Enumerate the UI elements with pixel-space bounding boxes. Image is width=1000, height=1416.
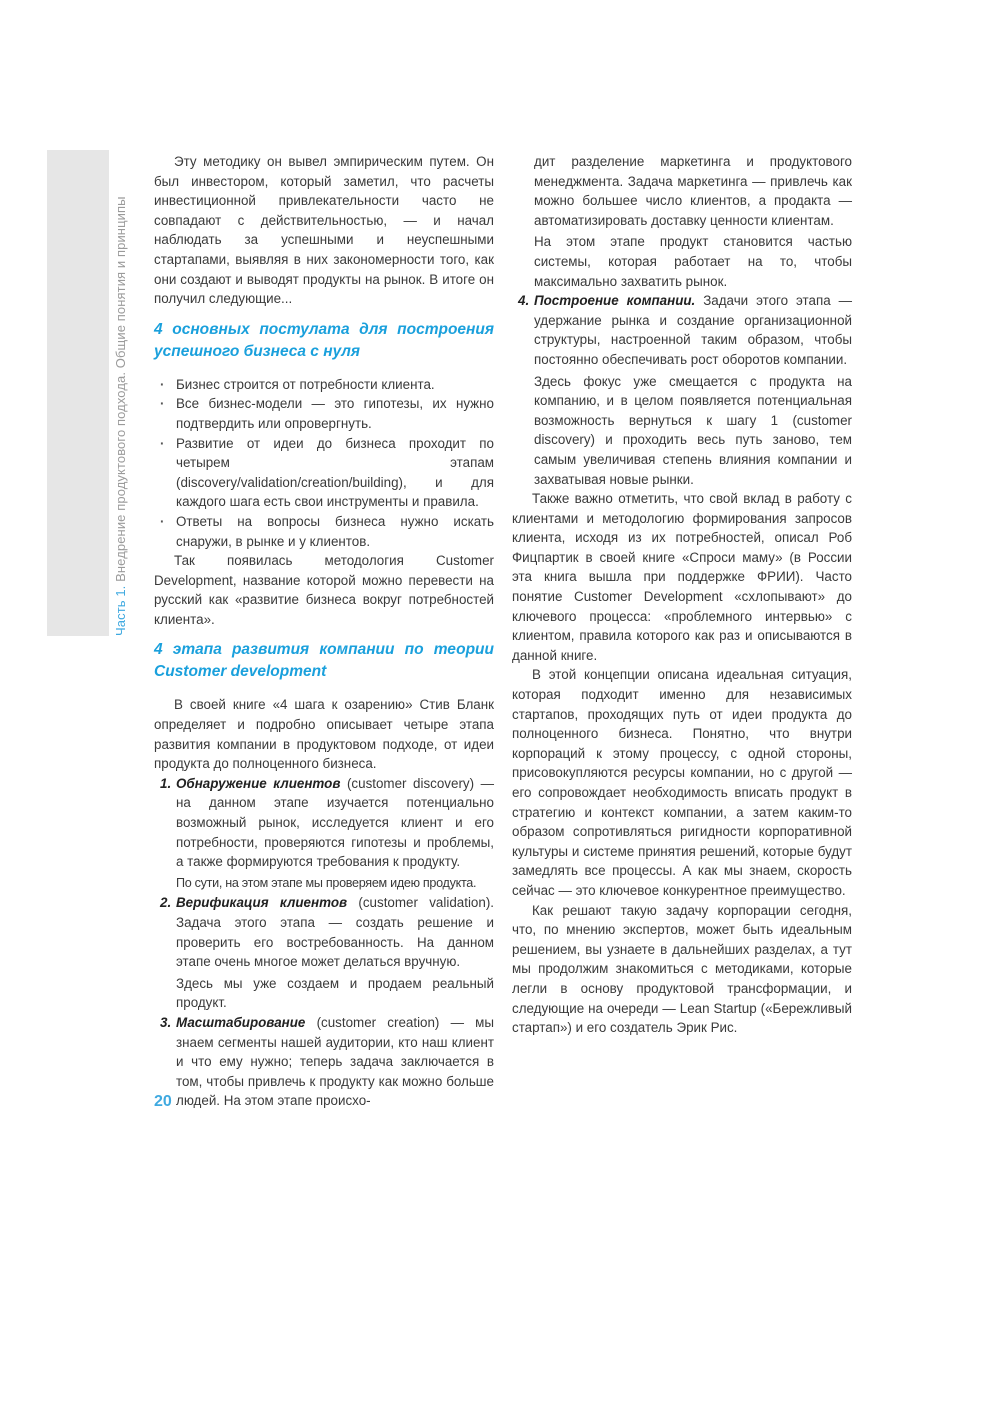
list-item: · Все бизнес-модели — это гипотезы, их нужно подтвердить или опровергнуть. bbox=[154, 394, 494, 433]
heading-postulates: 4 основных постулата для построения успешного бизнеса с нуля bbox=[154, 320, 494, 360]
stage3-continuation: дит разделение маркетинга и продуктового менеджмента. Задача маркетинга — привлечь как можно большее число клиентов, а продакта — автоматизировать доставку ценности клиентам. bbox=[534, 154, 852, 228]
stage-term: Верификация клиентов bbox=[176, 895, 348, 911]
stage-text: (customer discovery) — на данном этапе изучается потенциально возможный рынок, исследуется клиент и его потребности, проверяются гипотезы и проблемы, а также формируются требования к продукту. bbox=[176, 775, 494, 870]
lean-startup-paragraph: Как решают такую задачу корпорации сегодня, что, по мнению экспертов, может быть идеальным решением, вы узнаете в дальнейших разделах, а тут мы продолжим знакомиться с методиками, которые легли в основу продуктовой трансформации, и следующие на очереди — Lean Startup («Бережливый стартап») и его создатель Эрик Рис. bbox=[512, 902, 852, 1036]
stage-item-1 bbox=[154, 774, 494, 894]
postulates-list bbox=[154, 375, 494, 551]
stage-item-4 bbox=[512, 291, 852, 489]
sidebar-gray-block bbox=[47, 150, 109, 636]
stage3-note: На этом этапе продукт становится частью системы, которая работает на то, чтобы максимально захватить рынок. bbox=[534, 234, 852, 289]
stage-text: (customer creation) — мы знаем сегменты нашей аудитории, кто наш клиент и что ему нужно; теперь задача заключается в том, чтобы привлечь к продукту как можно больше людей. На этом этапе происхо- bbox=[176, 1014, 494, 1109]
right-column bbox=[512, 152, 852, 1038]
stage-item-2 bbox=[154, 893, 494, 1013]
stage-number: 2. bbox=[160, 895, 172, 911]
stage-item-3 bbox=[154, 1013, 494, 1111]
list-item: · Развитие от идеи до бизнеса проходит по четырем этапам (discovery/validation/creation/building), и для каждого шага есть свои инструменты и правила. bbox=[154, 434, 494, 512]
stage-text: (customer validation). Задача этого этапа — создать решение и проверить его востребованность. На данном этапе очень многое может делаться вручную. bbox=[176, 895, 494, 970]
stage-term: Обнаружение клиентов bbox=[176, 775, 341, 791]
stage-term: Масштабирование bbox=[176, 1014, 306, 1030]
stage-number: 4. bbox=[518, 293, 530, 309]
part-label: Часть 1. bbox=[113, 585, 128, 636]
stage-number: 1. bbox=[160, 775, 172, 791]
stage-note: Здесь фокус уже смещается с продукта на компанию, и в целом появляется потенциальная возможность вернуться к шагу 1 (customer discovery) и проходить весь путь заново, тем самым увеличивая степень влияния компании и захватывая новые рынки. bbox=[534, 373, 852, 487]
fitzpatrick-paragraph: Также важно отметить, что свой вклад в работу с клиентами и методологию формирования запросов клиента, исходя из их потребностей, описал Роб Фицпартик в своей книге «Спроси маму» (в России эта книга вышла при поддержке ФРИИ). Часто понятие Customer Development «схлопывают» до ключевого процесса: «проблемного интервью» с клиентом, правила которого как раз и описываются в данной книге. bbox=[512, 491, 852, 663]
page-number: 20 bbox=[154, 1093, 172, 1110]
intro-paragraph: Эту методику он вывел эмпирическим путем. Он был инвестором, который заметил, что расчеты инвестиционной привлекательности часто не совпадают с действительностью, — и начал наблюдать за успешными и неуспешными стартапами, выявляя в них закономерности того, как они создают и выводят продукты на рынок. В итоге он получил следующие... bbox=[154, 154, 494, 307]
stage-number: 3. bbox=[160, 1014, 172, 1030]
corporations-paragraph: В этой концепции описана идеальная ситуация, которая подходит именно для независимых стартапов, проходящих путь от идеи продукта до полноценного бизнеса. Понятно, что внутри корпораций к этому процессу, с одной стороны, присовокупляются ресурсы компании, но с другой — его сопровождает необходимость вписать продукт в стратегию и контекст компании, а затем каким-то образом сопротивляться ригидности корпоративной культуры и системе принятия решений, которые будут замедлять все процессы. А как мы знаем, скорость сейчас — это ключевое конкурентное преимущество. bbox=[512, 667, 852, 898]
list-item: · Бизнес строится от потребности клиента. bbox=[154, 375, 494, 395]
chapter-title: Внедрение продуктового подхода. Общие понятия и принципы bbox=[113, 196, 128, 586]
stages-list-continued bbox=[512, 291, 852, 489]
stages-list bbox=[154, 774, 494, 1111]
stage-text: Задачи этого этапа — удержание рынка и создание организационной структуры, настроенной таким образом, чтобы постоянно обеспечивать рост оборотов компании. bbox=[534, 293, 852, 367]
heading-stages: 4 этапа развития компании по теории Customer development bbox=[154, 641, 494, 681]
stages-intro-paragraph: В своей книге «4 шага к озарению» Стив Бланк определяет и подробно описывает четыре этапа развития компании в продуктовом подходе, от идеи продукта до полноценного бизнеса. bbox=[154, 697, 494, 772]
left-column bbox=[154, 152, 494, 1111]
stage-note: Здесь мы уже создаем и продаем реальный продукт. bbox=[176, 975, 494, 1011]
methodology-paragraph: Так появилась методология Customer Development, название которой можно перевести на русский как «развитие бизнеса вокруг потребностей клиента». bbox=[154, 553, 494, 627]
running-header-vertical bbox=[112, 150, 130, 636]
stage-note: По сути, на этом этапе мы проверяем идею продукта. bbox=[176, 875, 477, 890]
stage-term: Построение компании. bbox=[534, 293, 696, 309]
list-item: · Ответы на вопросы бизнеса нужно искать снаружи, в рынке и у клиентов. bbox=[154, 512, 494, 551]
